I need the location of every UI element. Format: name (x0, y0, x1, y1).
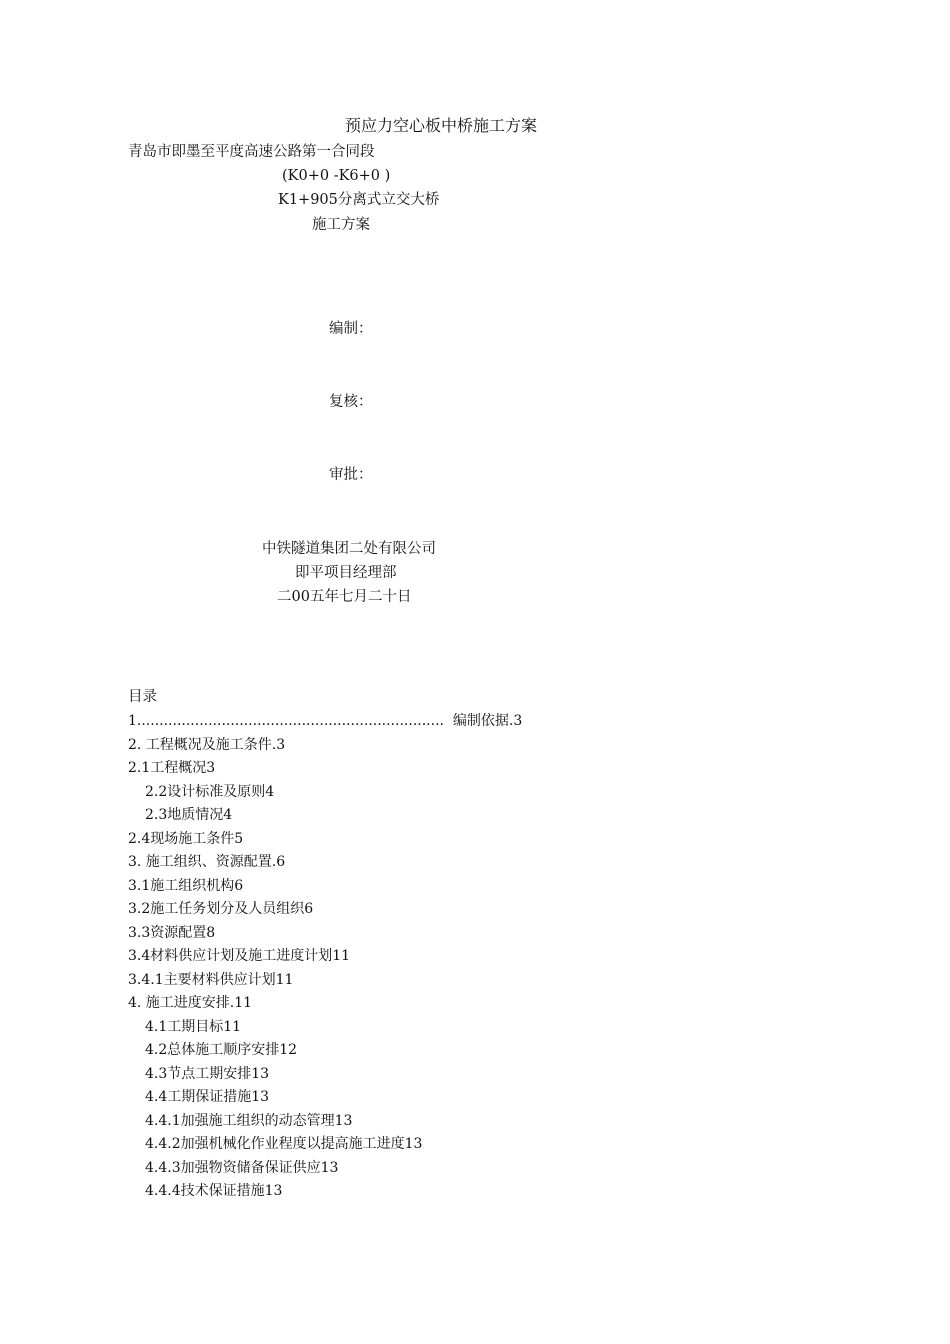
toc-entry[interactable]: 2.4现场施工条件5 (128, 830, 244, 847)
prepared-by-label: 编制： (329, 321, 373, 337)
department-name: 即平项目经理部 (295, 565, 397, 581)
toc-entry[interactable]: 2. 工程概况及施工条件.3 (128, 736, 286, 753)
toc-entry[interactable]: 4. 施工进度安排.11 (128, 995, 253, 1011)
toc-entry[interactable]: 4.4.4技术保证措施13 (145, 1183, 283, 1199)
toc-entry[interactable]: 4.2总体施工顺序安排12 (145, 1042, 298, 1058)
toc-entry[interactable]: 4.4.2加强机械化作业程度以提高施工进度13 (145, 1136, 423, 1152)
document-type: 施工方案 (312, 217, 370, 233)
toc-entry[interactable]: 3.2施工任务划分及人员组织6 (128, 901, 314, 917)
toc-entry[interactable]: 4.3节点工期安排13 (145, 1065, 270, 1082)
project-line: 青岛市即墨至平度高速公路第一合同段 (128, 144, 375, 160)
toc-entry[interactable]: 4.4工期保证措施13 (145, 1089, 270, 1105)
toc-entry[interactable]: 2.3地质情况4 (145, 807, 233, 823)
toc-heading: 目录 (128, 689, 157, 705)
toc-entry[interactable]: 4.1工期目标11 (145, 1018, 242, 1035)
toc-entry[interactable]: 4.4.3加强物资储备保证供应13 (145, 1159, 339, 1176)
toc-entry[interactable]: 1..................................................................... 编制依据.3 (128, 713, 523, 729)
toc-entry[interactable]: 3.4材料供应计划及施工进度计划11 (128, 948, 351, 964)
toc-entry[interactable]: 3. 施工组织、资源配置.6 (128, 854, 286, 870)
toc-entry[interactable]: 3.4.1主要材料供应计划11 (128, 971, 294, 988)
toc-entry[interactable]: 3.3资源配置8 (128, 924, 216, 941)
document-title: 预应力空心板中桥施工方案 (345, 116, 538, 135)
toc-entry[interactable]: 4.4.1加强施工组织的动态管理13 (145, 1112, 353, 1129)
toc-entry[interactable]: 2.2设计标准及原则4 (145, 783, 275, 800)
bridge-name: K1+905分离式立交大桥 (278, 192, 440, 208)
chainage: (K0+0 -K6+0 ) (282, 168, 391, 184)
approved-by-label: 审批： (329, 467, 373, 483)
reviewed-by-label: 复核： (329, 394, 373, 410)
toc-entry[interactable]: 3.1施工组织机构6 (128, 877, 244, 894)
document-date: 二00五年七月二十日 (277, 589, 412, 605)
company-name: 中铁隧道集团二处有限公司 (262, 541, 436, 557)
toc-entry[interactable]: 2.1工程概况3 (128, 760, 216, 776)
